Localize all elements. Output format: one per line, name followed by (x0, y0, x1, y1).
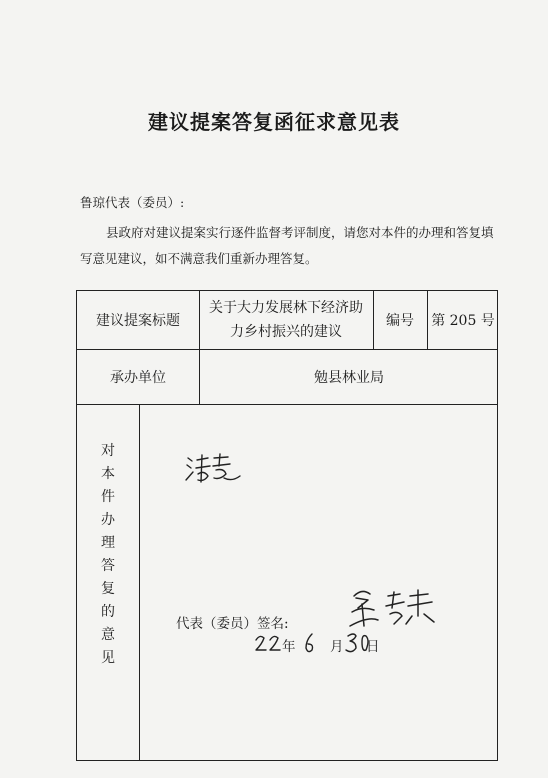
opinion-label-char: 本 (101, 466, 115, 482)
opinion-label-char: 见 (101, 650, 115, 666)
opinion-label-char: 对 (101, 443, 115, 459)
signature-label: 代表（委员）签名: (176, 616, 289, 632)
day-unit: 日 (366, 639, 380, 655)
opinion-label-char: 件 (101, 489, 115, 505)
handling-unit-value: 勉县林业局 (314, 369, 384, 386)
opinion-label-char: 复 (101, 581, 115, 597)
proposal-subject-line2: 力乡村振兴的建议 (230, 324, 342, 340)
opinion-label-char: 意 (101, 627, 115, 643)
opinion-label-char: 理 (101, 535, 115, 551)
number-value: 第 205 号 (431, 313, 495, 329)
page-title: 建议提案答复函征求意见表 (148, 110, 400, 134)
opinion-label-char: 的 (101, 604, 115, 620)
month-unit: 月 (330, 639, 344, 655)
opinion-label (77, 404, 139, 760)
opinion-label-char: 办 (101, 512, 115, 528)
handling-unit-label: 承办单位 (110, 369, 166, 386)
handwritten-representative-signature (348, 586, 440, 630)
opinion-label-char: 答 (101, 558, 115, 574)
handwritten-opinion-signature (184, 452, 244, 488)
number-label: 编号 (386, 313, 414, 329)
handwritten-date-digits (254, 628, 384, 656)
proposal-subject (199, 291, 373, 349)
proposal-subject-line1: 关于大力发展林下经济助 (209, 300, 363, 316)
intro-paragraph: 县政府对建议提案实行逐件监督考评制度，请您对本件的办理和答复填写意见建议，如不满意我们重新办理答复。 (80, 225, 494, 266)
opinion-form-table (76, 290, 498, 761)
proposal-title-label: 建议提案标题 (96, 313, 180, 329)
col-divider (139, 404, 140, 760)
salutation: 鲁琼代表（委员）: (80, 195, 185, 210)
year-unit: 年 (282, 639, 296, 655)
